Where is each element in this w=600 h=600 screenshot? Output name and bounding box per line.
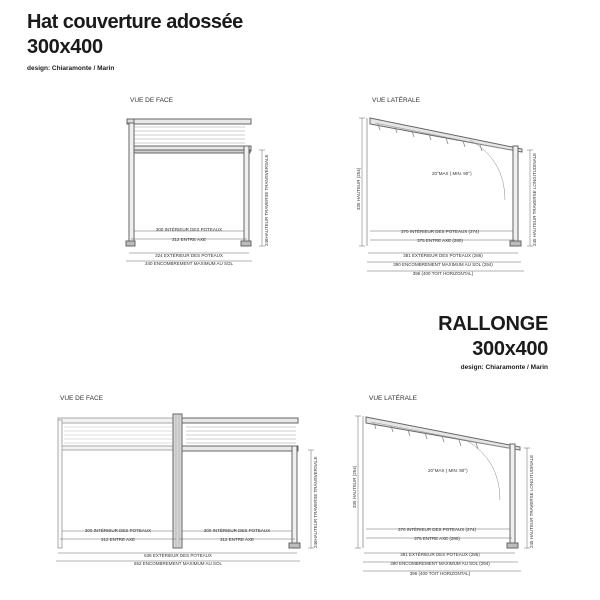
top-side-angle-label: 20°MAX ( MIN. 90°) <box>432 171 472 176</box>
top-front-right-post <box>244 146 249 246</box>
bottom-front-view <box>56 395 318 566</box>
top-side-exterior-dim: 381 EXTÉRIEUR DES POTEAUX (286) <box>403 253 483 258</box>
bottom-side-interior-dim: 370 INTÉRIEUR DES POTEAUX (274) <box>397 527 477 532</box>
bottom-front-left-post <box>58 420 62 548</box>
top-side-interior-dim: 370 INTÉRIEUR DES POTEAUX (274) <box>400 229 480 234</box>
rallonge-design-credit: design: Chiaramonte / Marin <box>460 364 548 371</box>
bottom-front-encombrement-dim: 652 ENCOMBREMENT MAXIMUM AU SOL <box>134 561 222 566</box>
bottom-side-view-label: VUE LATÉRALE <box>369 395 417 402</box>
top-front-exterior-dim: 324 EXTÉRIEUR DES POTEAUX <box>155 253 223 258</box>
main-title: Hat couverture adossée <box>27 11 243 33</box>
bottom-side-view <box>352 393 534 576</box>
bottom-side-exterior-dim: 381 EXTÉRIEUR DES POTEAUX (286) <box>400 552 480 557</box>
bottom-side-axis-dim: 375 ENTRE AXE (280) <box>414 536 460 541</box>
rallonge-size: 300x400 <box>472 338 548 360</box>
top-front-roof <box>127 119 251 153</box>
top-side-roof <box>370 118 522 152</box>
bottom-side-left-height: 335 HAUTEUR (254) <box>352 465 357 508</box>
bottom-side-right-height: 245 HAUTEUR TRAVERSE LONGITUDINALE <box>529 454 534 548</box>
top-front-interior-dim: 300 INTÉRIEUR DES POTEAUX <box>155 227 223 232</box>
bottom-front-exterior-dim: 636 EXTÉRIEUR DES POTEAUX <box>144 553 212 558</box>
top-side-axis-dim: 375 ENTRE AXE (280) <box>417 238 463 243</box>
top-front-axis-dim: 312 ENTRE AXE <box>171 237 207 242</box>
top-side-encombrement-dim: 390 ENCOMBREMENT MAXIMUM AU SOL (294) <box>393 262 493 267</box>
top-front-encombrement-dim: 340 ENCOMBREMENT MAXIMUM AU SOL <box>145 261 233 266</box>
bottom-front-middle-post <box>173 414 182 548</box>
bottom-side-roof <box>366 417 520 450</box>
top-side-post <box>513 146 518 246</box>
bottom-front-axis-left: 312 ENTRE AXE <box>100 537 136 542</box>
main-size: 300x400 <box>27 36 103 58</box>
top-side-toit-dim: 396 (400 TOIT HORIZONTAL) <box>412 271 474 276</box>
bottom-side-encombrement-dim: 390 ENCOMBREMENT MAXIMUM AU SOL (294) <box>390 561 490 566</box>
top-front-left-post <box>129 119 134 246</box>
bottom-front-roof-right <box>180 418 298 451</box>
top-front-view-label: VUE DE FACE <box>130 97 173 104</box>
bottom-side-angle-label: 20°MAX ( MIN. 90°) <box>428 468 468 473</box>
top-front-height-label: 246HAUTEUR TRAVERSE TRANSVERSALE <box>264 154 269 246</box>
top-side-view <box>356 95 537 276</box>
bottom-front-roof-left <box>58 418 174 450</box>
bottom-front-height-label: 246HAUTEUR TRAVERSE TRANSVERSALE <box>313 456 318 548</box>
main-design-credit: design: Chiaramonte / Marin <box>27 65 115 72</box>
top-side-right-height: 245 HAUTEUR TRAVERSE LONGITUDINALE <box>532 152 537 246</box>
top-side-view-label: VUE LATÉRALE <box>372 97 420 104</box>
top-front-view <box>126 97 269 266</box>
top-side-left-height: 335 HAUTEUR (254) <box>356 167 361 210</box>
rallonge-title: RALLONGE <box>438 313 548 335</box>
bottom-front-axis-right: 312 ENTRE AXE <box>219 537 255 542</box>
bottom-front-right-post <box>292 446 297 548</box>
bottom-front-view-label: VUE DE FACE <box>60 395 103 402</box>
bottom-side-post <box>510 444 515 548</box>
bottom-front-interior-right: 300 INTÉRIEUR DES POTEAUX <box>203 528 271 533</box>
bottom-front-interior-left: 300 INTÉRIEUR DES POTEAUX <box>84 528 152 533</box>
bottom-side-toit-dim: 396 (400 TOIT HORIZONTAL) <box>409 571 471 576</box>
